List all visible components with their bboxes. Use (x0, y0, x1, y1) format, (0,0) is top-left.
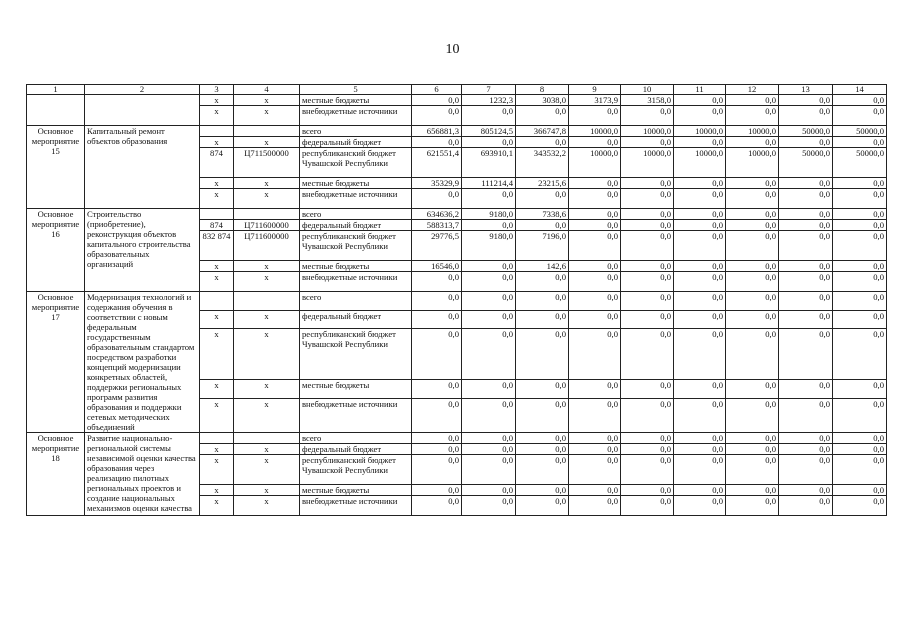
amount-cell: 0,0 (674, 261, 726, 272)
amount-cell: 0,0 (833, 398, 887, 432)
code-admin-cell: x (200, 444, 234, 455)
code-admin-cell: x (200, 485, 234, 496)
code-admin-cell: x (200, 398, 234, 432)
amount-cell: 0,0 (516, 485, 569, 496)
code-admin-cell: 874 (200, 220, 234, 231)
funding-source-cell: внебюджетные источники (300, 106, 412, 126)
amount-cell: 0,0 (462, 137, 516, 148)
code-target-cell: x (234, 455, 300, 485)
amount-cell: 0,0 (779, 261, 833, 272)
funding-source-cell: республиканский бюджет Чувашской Республики (300, 231, 412, 261)
code-target-cell: x (234, 444, 300, 455)
amount-cell: 0,0 (516, 496, 569, 516)
code-target-cell: x (234, 178, 300, 189)
amount-cell: 0,0 (462, 292, 516, 311)
amount-cell: 0,0 (621, 380, 674, 399)
amount-cell: 0,0 (674, 485, 726, 496)
funding-source-cell: федеральный бюджет (300, 137, 412, 148)
event-label-cell: Основное мероприятие 15 (27, 126, 85, 209)
code-target-cell: x (234, 496, 300, 516)
table-row (27, 292, 887, 311)
amount-cell: 0,0 (462, 433, 516, 444)
amount-cell: 0,0 (621, 272, 674, 292)
amount-cell: 0,0 (726, 310, 779, 329)
amount-cell: 0,0 (833, 485, 887, 496)
amount-cell: 0,0 (569, 444, 621, 455)
amount-cell: 0,0 (674, 292, 726, 311)
amount-cell: 343532,2 (516, 148, 569, 178)
code-target-cell (234, 433, 300, 444)
amount-cell: 0,0 (726, 444, 779, 455)
amount-cell: 29776,5 (412, 231, 462, 261)
funding-source-cell: республиканский бюджет Чувашской Республики (300, 455, 412, 485)
amount-cell: 0,0 (726, 106, 779, 126)
amount-cell: 0,0 (516, 398, 569, 432)
funding-source-cell: местные бюджеты (300, 95, 412, 106)
column-header: 5 (300, 85, 412, 95)
amount-cell: 0,0 (412, 310, 462, 329)
amount-cell: 634636,2 (412, 209, 462, 220)
amount-cell: 0,0 (779, 95, 833, 106)
amount-cell: 0,0 (779, 292, 833, 311)
amount-cell: 0,0 (674, 310, 726, 329)
amount-cell: 0,0 (726, 485, 779, 496)
amount-cell: 50000,0 (833, 126, 887, 137)
amount-cell: 0,0 (833, 137, 887, 148)
amount-cell: 0,0 (833, 189, 887, 209)
funding-source-cell: местные бюджеты (300, 261, 412, 272)
amount-cell: 10000,0 (674, 126, 726, 137)
amount-cell: 0,0 (462, 398, 516, 432)
amount-cell: 0,0 (833, 292, 887, 311)
column-header: 3 (200, 85, 234, 95)
amount-cell: 0,0 (833, 455, 887, 485)
amount-cell: 111214,4 (462, 178, 516, 189)
amount-cell: 0,0 (779, 433, 833, 444)
amount-cell: 0,0 (726, 137, 779, 148)
amount-cell: 0,0 (621, 220, 674, 231)
amount-cell: 0,0 (412, 455, 462, 485)
amount-cell: 0,0 (516, 310, 569, 329)
code-target-cell: x (234, 95, 300, 106)
amount-cell: 0,0 (516, 329, 569, 380)
event-label-cell (27, 95, 85, 126)
amount-cell: 0,0 (412, 398, 462, 432)
code-target-cell: x (234, 106, 300, 126)
amount-cell: 0,0 (833, 310, 887, 329)
funding-source-cell: всего (300, 292, 412, 311)
funding-source-cell: всего (300, 126, 412, 137)
amount-cell: 0,0 (726, 455, 779, 485)
amount-cell: 0,0 (726, 292, 779, 311)
amount-cell: 10000,0 (621, 148, 674, 178)
amount-cell: 0,0 (726, 398, 779, 432)
code-target-cell: x (234, 329, 300, 380)
amount-cell: 0,0 (621, 189, 674, 209)
amount-cell: 0,0 (621, 209, 674, 220)
amount-cell: 0,0 (726, 272, 779, 292)
amount-cell: 0,0 (833, 272, 887, 292)
amount-cell: 0,0 (412, 380, 462, 399)
amount-cell: 0,0 (516, 433, 569, 444)
table-body (27, 85, 887, 516)
amount-cell: 0,0 (569, 455, 621, 485)
amount-cell: 0,0 (726, 209, 779, 220)
amount-cell: 0,0 (516, 455, 569, 485)
event-label-cell: Основное мероприятие 17 (27, 292, 85, 433)
amount-cell: 0,0 (621, 444, 674, 455)
amount-cell: 10000,0 (569, 126, 621, 137)
funding-source-cell: федеральный бюджет (300, 444, 412, 455)
amount-cell: 0,0 (726, 178, 779, 189)
column-header: 6 (412, 85, 462, 95)
code-admin-cell (200, 126, 234, 137)
column-header: 4 (234, 85, 300, 95)
funding-source-cell: федеральный бюджет (300, 310, 412, 329)
amount-cell: 0,0 (674, 209, 726, 220)
event-name-cell: Развитие национально-региональной системы независимой оценки качества образования через реализацию пилотных региональных проектов и создание национальных механизмов оценки качества (85, 433, 200, 516)
budget-table (26, 84, 887, 516)
amount-cell: 10000,0 (569, 148, 621, 178)
amount-cell: 0,0 (779, 220, 833, 231)
amount-cell: 0,0 (462, 272, 516, 292)
amount-cell: 0,0 (462, 220, 516, 231)
amount-cell: 0,0 (412, 433, 462, 444)
amount-cell: 0,0 (569, 433, 621, 444)
funding-source-cell: всего (300, 209, 412, 220)
table-row (27, 95, 887, 106)
amount-cell: 0,0 (674, 178, 726, 189)
funding-source-cell: внебюджетные источники (300, 189, 412, 209)
event-label-cell: Основное мероприятие 18 (27, 433, 85, 516)
column-header: 12 (726, 85, 779, 95)
amount-cell: 0,0 (833, 329, 887, 380)
amount-cell: 805124,5 (462, 126, 516, 137)
amount-cell: 0,0 (569, 380, 621, 399)
amount-cell: 0,0 (569, 137, 621, 148)
amount-cell: 0,0 (569, 231, 621, 261)
code-target-cell: x (234, 398, 300, 432)
funding-source-cell: внебюджетные источники (300, 272, 412, 292)
amount-cell: 10000,0 (621, 126, 674, 137)
amount-cell: 0,0 (569, 209, 621, 220)
column-header: 14 (833, 85, 887, 95)
code-target-cell (234, 126, 300, 137)
code-target-cell: x (234, 189, 300, 209)
code-admin-cell: x (200, 137, 234, 148)
amount-cell: 142,6 (516, 261, 569, 272)
column-header: 9 (569, 85, 621, 95)
amount-cell: 0,0 (674, 189, 726, 209)
amount-cell: 0,0 (462, 496, 516, 516)
amount-cell: 0,0 (833, 261, 887, 272)
column-header: 7 (462, 85, 516, 95)
amount-cell: 0,0 (833, 231, 887, 261)
amount-cell: 35329,9 (412, 178, 462, 189)
amount-cell: 0,0 (674, 106, 726, 126)
code-target-cell: x (234, 380, 300, 399)
amount-cell: 0,0 (462, 444, 516, 455)
amount-cell: 0,0 (569, 310, 621, 329)
amount-cell: 0,0 (621, 106, 674, 126)
amount-cell: 0,0 (621, 137, 674, 148)
amount-cell: 0,0 (569, 261, 621, 272)
column-header: 10 (621, 85, 674, 95)
funding-source-cell: местные бюджеты (300, 485, 412, 496)
event-name-cell: Строительство (приобретение), реконструкция объектов капитального строительства образовательных организаций (85, 209, 200, 292)
funding-source-cell: внебюджетные источники (300, 496, 412, 516)
amount-cell: 0,0 (412, 329, 462, 380)
funding-source-cell: местные бюджеты (300, 178, 412, 189)
amount-cell: 0,0 (674, 95, 726, 106)
amount-cell: 0,0 (462, 106, 516, 126)
code-admin-cell: x (200, 329, 234, 380)
amount-cell: 621551,4 (412, 148, 462, 178)
amount-cell: 0,0 (726, 95, 779, 106)
amount-cell: 0,0 (674, 272, 726, 292)
code-target-cell (234, 209, 300, 220)
amount-cell: 0,0 (621, 398, 674, 432)
amount-cell: 0,0 (621, 178, 674, 189)
amount-cell: 0,0 (674, 433, 726, 444)
amount-cell: 7196,0 (516, 231, 569, 261)
amount-cell: 0,0 (779, 398, 833, 432)
amount-cell: 0,0 (726, 220, 779, 231)
amount-cell: 0,0 (674, 455, 726, 485)
amount-cell: 0,0 (779, 380, 833, 399)
amount-cell: 0,0 (674, 231, 726, 261)
amount-cell: 0,0 (412, 137, 462, 148)
amount-cell: 0,0 (569, 272, 621, 292)
funding-source-cell: местные бюджеты (300, 380, 412, 399)
amount-cell: 0,0 (779, 178, 833, 189)
amount-cell: 0,0 (462, 189, 516, 209)
amount-cell: 588313,7 (412, 220, 462, 231)
amount-cell: 0,0 (674, 380, 726, 399)
amount-cell: 0,0 (516, 137, 569, 148)
amount-cell: 0,0 (462, 310, 516, 329)
amount-cell: 0,0 (516, 106, 569, 126)
amount-cell: 0,0 (779, 496, 833, 516)
amount-cell: 0,0 (726, 261, 779, 272)
amount-cell: 0,0 (569, 485, 621, 496)
amount-cell: 0,0 (412, 272, 462, 292)
amount-cell: 0,0 (779, 444, 833, 455)
amount-cell: 0,0 (674, 137, 726, 148)
code-admin-cell: 874 (200, 148, 234, 178)
code-target-cell: Ц711600000 (234, 231, 300, 261)
amount-cell: 10000,0 (726, 126, 779, 137)
amount-cell: 0,0 (412, 292, 462, 311)
amount-cell: 0,0 (779, 209, 833, 220)
code-admin-cell: x (200, 380, 234, 399)
amount-cell: 0,0 (779, 106, 833, 126)
amount-cell: 0,0 (569, 398, 621, 432)
column-header: 13 (779, 85, 833, 95)
amount-cell: 0,0 (412, 189, 462, 209)
amount-cell: 0,0 (569, 220, 621, 231)
amount-cell: 0,0 (726, 231, 779, 261)
amount-cell: 0,0 (516, 272, 569, 292)
amount-cell: 0,0 (569, 106, 621, 126)
funding-source-cell: республиканский бюджет Чувашской Республики (300, 148, 412, 178)
amount-cell: 0,0 (726, 433, 779, 444)
amount-cell: 0,0 (833, 496, 887, 516)
amount-cell: 0,0 (674, 444, 726, 455)
amount-cell: 0,0 (412, 444, 462, 455)
funding-source-cell: федеральный бюджет (300, 220, 412, 231)
amount-cell: 50000,0 (833, 148, 887, 178)
amount-cell: 0,0 (569, 292, 621, 311)
amount-cell: 0,0 (779, 137, 833, 148)
amount-cell: 0,0 (674, 496, 726, 516)
event-label-cell: Основное мероприятие 16 (27, 209, 85, 292)
amount-cell: 0,0 (779, 485, 833, 496)
amount-cell: 10000,0 (674, 148, 726, 178)
amount-cell: 0,0 (674, 398, 726, 432)
amount-cell: 0,0 (726, 189, 779, 209)
page-number: 10 (445, 42, 460, 57)
amount-cell: 1232,3 (462, 95, 516, 106)
column-header-row (27, 85, 887, 95)
amount-cell: 0,0 (833, 380, 887, 399)
amount-cell: 50000,0 (779, 126, 833, 137)
amount-cell: 0,0 (462, 455, 516, 485)
amount-cell: 0,0 (726, 329, 779, 380)
amount-cell: 0,0 (779, 231, 833, 261)
funding-source-cell: внебюджетные источники (300, 398, 412, 432)
amount-cell: 0,0 (833, 209, 887, 220)
code-target-cell: x (234, 272, 300, 292)
amount-cell: 656881,3 (412, 126, 462, 137)
code-admin-cell: x (200, 272, 234, 292)
amount-cell: 0,0 (833, 178, 887, 189)
amount-cell: 0,0 (621, 231, 674, 261)
amount-cell: 0,0 (412, 106, 462, 126)
code-target-cell: Ц711600000 (234, 220, 300, 231)
table-row (27, 433, 887, 444)
code-admin-cell (200, 292, 234, 311)
amount-cell: 0,0 (621, 485, 674, 496)
code-target-cell: Ц711500000 (234, 148, 300, 178)
amount-cell: 3173,9 (569, 95, 621, 106)
amount-cell: 0,0 (516, 380, 569, 399)
amount-cell: 0,0 (779, 272, 833, 292)
amount-cell: 0,0 (833, 95, 887, 106)
funding-source-cell: всего (300, 433, 412, 444)
amount-cell: 0,0 (621, 261, 674, 272)
amount-cell: 0,0 (516, 444, 569, 455)
table-row (27, 209, 887, 220)
column-header: 2 (85, 85, 200, 95)
amount-cell: 0,0 (621, 292, 674, 311)
code-admin-cell: 832 874 (200, 231, 234, 261)
amount-cell: 0,0 (462, 485, 516, 496)
amount-cell: 9180,0 (462, 209, 516, 220)
code-target-cell: x (234, 137, 300, 148)
code-admin-cell: x (200, 189, 234, 209)
amount-cell: 0,0 (412, 496, 462, 516)
amount-cell: 0,0 (726, 380, 779, 399)
table-row (27, 126, 887, 137)
amount-cell: 0,0 (779, 455, 833, 485)
code-admin-cell: x (200, 95, 234, 106)
amount-cell: 0,0 (462, 380, 516, 399)
amount-cell: 0,0 (779, 329, 833, 380)
amount-cell: 10000,0 (726, 148, 779, 178)
amount-cell: 0,0 (833, 433, 887, 444)
amount-cell: 0,0 (833, 106, 887, 126)
amount-cell: 3038,0 (516, 95, 569, 106)
amount-cell: 693910,1 (462, 148, 516, 178)
amount-cell: 0,0 (462, 329, 516, 380)
amount-cell: 16546,0 (412, 261, 462, 272)
amount-cell: 0,0 (726, 496, 779, 516)
amount-cell: 0,0 (569, 496, 621, 516)
amount-cell: 0,0 (569, 189, 621, 209)
code-admin-cell: x (200, 106, 234, 126)
code-admin-cell (200, 433, 234, 444)
code-admin-cell: x (200, 310, 234, 329)
column-header: 8 (516, 85, 569, 95)
amount-cell: 0,0 (621, 455, 674, 485)
code-admin-cell: x (200, 261, 234, 272)
amount-cell: 0,0 (779, 310, 833, 329)
amount-cell: 23215,6 (516, 178, 569, 189)
event-name-cell: Капитальный ремонт объектов образования (85, 126, 200, 209)
event-name-cell (85, 95, 200, 126)
amount-cell: 0,0 (621, 496, 674, 516)
amount-cell: 366747,8 (516, 126, 569, 137)
amount-cell: 0,0 (674, 220, 726, 231)
amount-cell: 0,0 (621, 329, 674, 380)
amount-cell: 0,0 (412, 95, 462, 106)
amount-cell: 0,0 (779, 189, 833, 209)
amount-cell: 0,0 (621, 310, 674, 329)
amount-cell: 0,0 (674, 329, 726, 380)
amount-cell: 0,0 (462, 261, 516, 272)
amount-cell: 50000,0 (779, 148, 833, 178)
amount-cell: 0,0 (569, 329, 621, 380)
amount-cell: 0,0 (569, 178, 621, 189)
code-target-cell (234, 292, 300, 311)
amount-cell: 0,0 (833, 444, 887, 455)
code-admin-cell: x (200, 178, 234, 189)
amount-cell: 0,0 (833, 220, 887, 231)
amount-cell: 7338,6 (516, 209, 569, 220)
code-admin-cell (200, 209, 234, 220)
amount-cell: 0,0 (516, 189, 569, 209)
amount-cell: 9180,0 (462, 231, 516, 261)
code-target-cell: x (234, 485, 300, 496)
event-name-cell: Модернизация технологий и содержания обучения в соответствии с новым федеральным государственным образовательным стандартом посредством разработки концепций модернизации конкретных областей, поддержки региональных программ развития образования и поддержки сетевых методических объединений (85, 292, 200, 433)
amount-cell: 0,0 (412, 485, 462, 496)
column-header: 1 (27, 85, 85, 95)
amount-cell: 3158,0 (621, 95, 674, 106)
code-target-cell: x (234, 310, 300, 329)
amount-cell: 0,0 (516, 220, 569, 231)
column-header: 11 (674, 85, 726, 95)
code-admin-cell: x (200, 455, 234, 485)
amount-cell: 0,0 (516, 292, 569, 311)
funding-source-cell: республиканский бюджет Чувашской Республики (300, 329, 412, 380)
code-target-cell: x (234, 261, 300, 272)
amount-cell: 0,0 (621, 433, 674, 444)
code-admin-cell: x (200, 496, 234, 516)
